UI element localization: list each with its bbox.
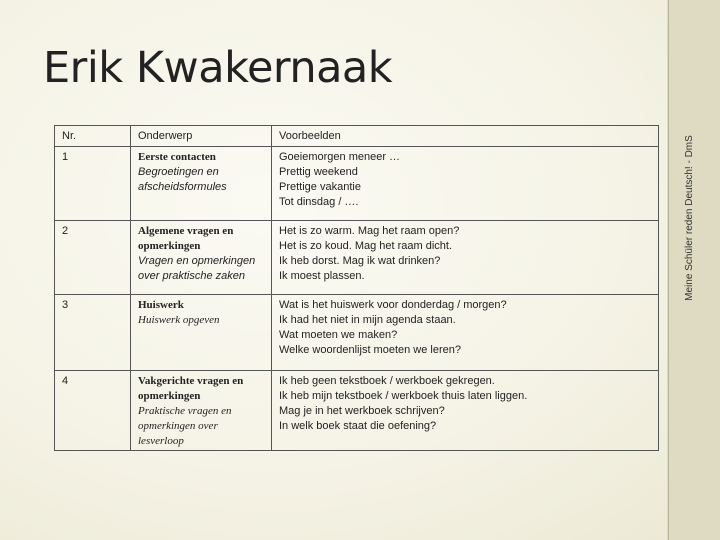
table-row [55,371,659,451]
examples-cell [272,295,659,371]
example-line: Prettig weekend [279,166,358,178]
example-line: In welk boek staat die oefening? [279,420,437,432]
subject-detail: Begroetingen en afscheidsformules [138,166,227,193]
subject-detail: Huiswerk opgeven [138,314,220,326]
vocabulary-table [54,125,659,451]
subject-cell [131,371,272,451]
example-line: Goeiemorgen meneer … [279,151,401,163]
row-number: 2 [55,221,131,295]
row-number: 1 [55,147,131,221]
example-line: Prettige vakantie [279,181,361,193]
subject-cell [131,295,272,371]
examples-cell [272,221,659,295]
subject-cell [131,147,272,221]
row-number: 4 [55,371,131,451]
example-line: Ik moest plassen. [279,270,365,282]
example-line: Ik heb geen tekstboek / werkboek gekregen. [279,375,495,387]
table-row [55,221,659,295]
header-nr: Nr. [55,126,131,147]
subject-detail: Vragen en opmerkingen over praktische zaken [138,255,256,282]
example-line: Welke woordenlijst moeten we leren? [279,344,461,356]
example-line: Ik heb dorst. Mag ik wat drinken? [279,255,441,267]
subject-title: Algemene vragen en opmerkingen [138,225,234,252]
example-line: Wat moeten we maken? [279,329,398,341]
subject-cell [131,221,272,295]
example-line: Wat is het huiswerk voor donderdag / morgen? [279,299,507,311]
example-line: Ik heb mijn tekstboek / werkboek thuis laten liggen. [279,390,528,402]
side-label: Meine Schüler reden Deutsch! - DmS [684,135,695,301]
table-header-row [55,126,659,147]
example-line: Het is zo warm. Mag het raam open? [279,225,460,237]
examples-cell [272,147,659,221]
subject-title: Eerste contacten [138,151,216,163]
table-row [55,147,659,221]
header-examples: Voorbeelden [272,126,659,147]
row-number: 3 [55,295,131,371]
example-line: Mag je in het werkboek schrijven? [279,405,445,417]
example-line: Tot dinsdag / …. [279,196,359,208]
example-line: Het is zo koud. Mag het raam dicht. [279,240,453,252]
example-line: Ik had het niet in mijn agenda staan. [279,314,456,326]
examples-cell [272,371,659,451]
page-title: Erik Kwakernaak [43,43,393,93]
subject-title: Huiswerk [138,299,184,311]
subject-title: Vakgerichte vragen en opmerkingen [138,375,244,402]
subject-detail: Praktische vragen en opmerkingen over lesverloop [138,405,232,447]
header-subject: Onderwerp [131,126,272,147]
side-divider [668,0,669,540]
table-row [55,295,659,371]
